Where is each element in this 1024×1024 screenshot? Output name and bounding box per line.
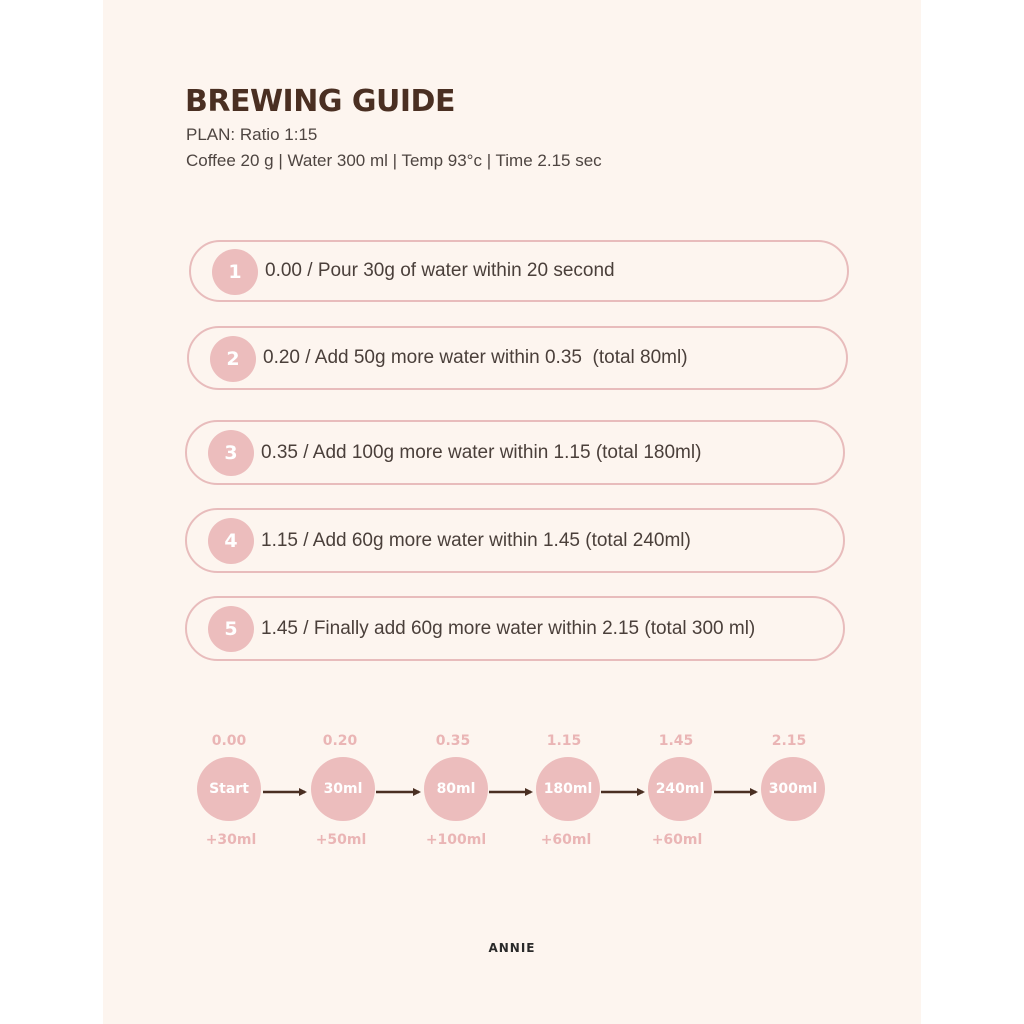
timeline-time: 0.35 [435,733,471,749]
step-instruction: 0.35 / Add 100g more water within 1.15 (total 180ml) [261,441,702,463]
timeline-time: 0.20 [322,733,358,749]
timeline-node: 240ml [648,757,712,821]
timeline-node: 180ml [536,757,600,821]
step-number-badge: 5 [208,606,254,652]
step-3 [185,420,845,485]
timeline-node-start: Start [197,757,261,821]
timeline-node: 80ml [424,757,488,821]
timeline-time: 2.15 [771,733,807,749]
step-number-badge: 2 [210,336,256,382]
brewing-guide-page [103,0,921,1024]
step-instruction: 1.45 / Finally add 60g more water within 2.15 (total 300 ml) [261,617,756,639]
timeline-node-end: 300ml [761,757,825,821]
step-5 [185,596,845,661]
step-instruction: 0.20 / Add 50g more water within 0.35 (total 80ml) [263,347,688,368]
timeline-time: 1.15 [546,733,582,749]
step-number-badge: 1 [212,249,258,295]
timeline-node: 30ml [311,757,375,821]
timeline-addition: +60ml [651,832,703,848]
plan-ratio: PLAN: Ratio 1:15 [186,125,318,144]
timeline-addition: +100ml [425,832,487,848]
step-2 [187,326,848,390]
step-instruction: 0.00 / Pour 30g of water within 20 second [265,260,615,281]
timeline-time: 0.00 [211,733,247,749]
step-1 [189,240,849,302]
timeline-addition: +60ml [540,832,592,848]
timeline-addition: +50ml [315,832,367,848]
timeline-addition: +30ml [205,832,257,848]
brand-logo: ANNIE [488,941,536,955]
step-instruction: 1.15 / Add 60g more water within 1.45 (total 240ml) [261,529,691,551]
brew-specs: Coffee 20 g | Water 300 ml | Temp 93°c | Time 2.15 sec [186,151,602,170]
page-title: BREWING GUIDE [185,84,455,119]
timeline-time: 1.45 [658,733,694,749]
step-number-badge: 4 [208,518,254,564]
step-4 [185,508,845,573]
step-number-badge: 3 [208,430,254,476]
